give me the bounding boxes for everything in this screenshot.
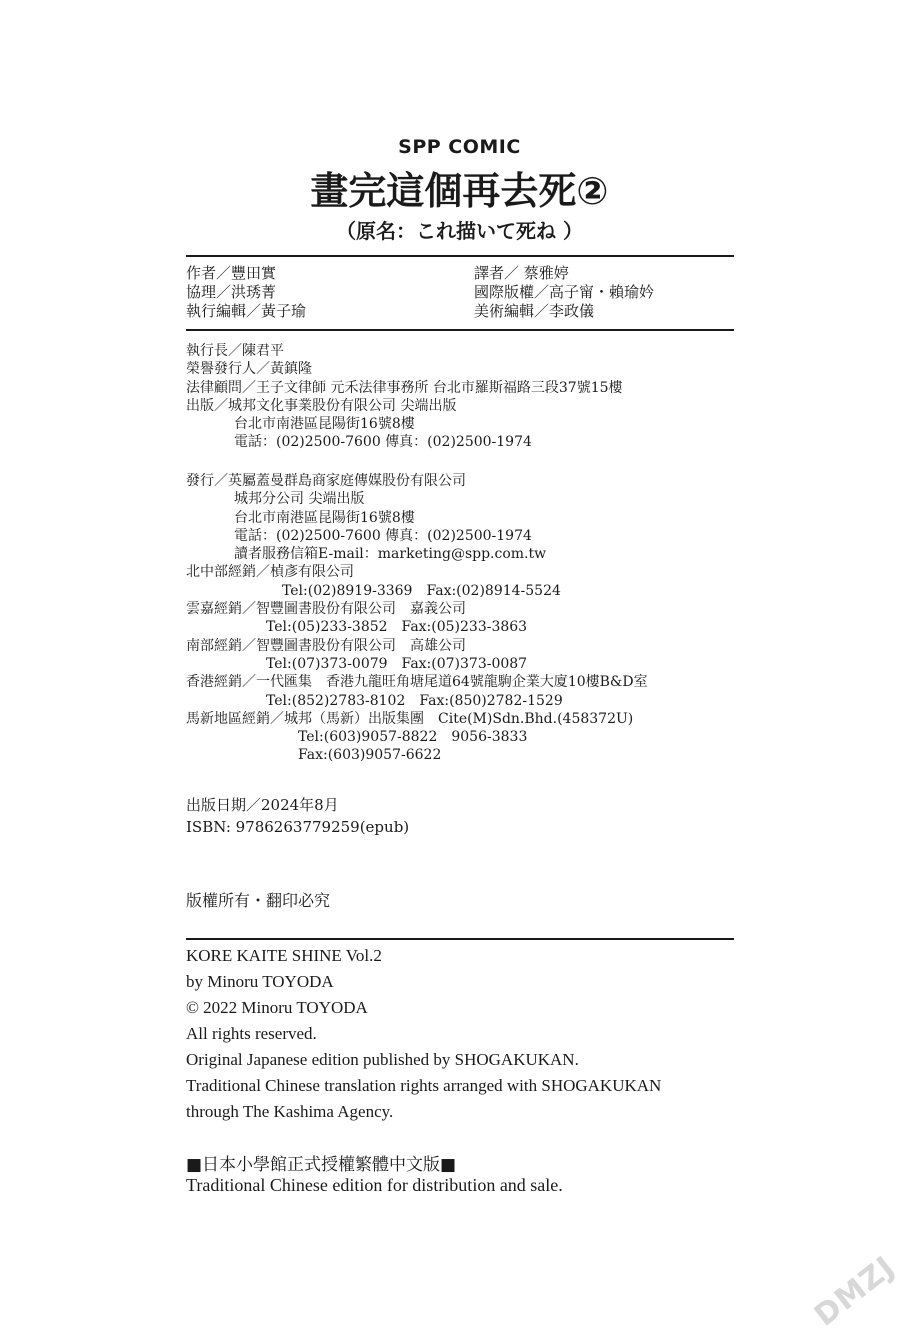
distribution-line: 城邦分公司 尖端出版 [234, 491, 365, 508]
distribution-line: Fax:(603)9057-6622 [298, 747, 442, 764]
credits-right [474, 264, 654, 321]
distribution-line: 發行／英屬蓋曼群島商家庭傳媒股份有限公司 [186, 473, 466, 489]
watermark-text: DMZJ [808, 1249, 903, 1334]
english-line: Traditional Chinese translation rights arranged with SHOGAKUKAN [186, 1076, 662, 1095]
bottom-rule [186, 938, 734, 940]
book-title: 畫完這個再去死② [310, 169, 609, 213]
english-line: KORE KAITE SHINE Vol.2 [186, 946, 382, 965]
english-block [186, 943, 661, 1125]
publisher-line: 法律顧問／王子文律師 元禾法律事務所 台北市羅斯福路三段37號15樓 [186, 379, 623, 396]
watermark-logo [808, 1249, 902, 1333]
publisher-line: 出版／城邦文化事業股份有限公司 尖端出版 [186, 397, 457, 414]
distribution-line: Tel:(603)9057-8822 9056-3833 [298, 729, 528, 746]
distribution-line: 馬新地區經銷／城邦（馬新）出版集團 Cite(M)Sdn.Bhd.(458372U) [186, 710, 634, 727]
credit-art-editor: 美術編輯／李政儀 [474, 302, 595, 320]
publisher-line: 台北市南港區昆陽街16號8樓 [234, 416, 415, 433]
distribution-line: 電話：(02)2500-7600 傳真：(02)2500-1974 [234, 527, 532, 544]
credit-rights: 國際版權／高子甯・賴瑜妗 [474, 283, 655, 301]
distribution-line: 讀者服務信箱E-mail：marketing@spp.com.tw [234, 546, 547, 563]
distribution-line: 北中部經銷／楨彥有限公司 [186, 564, 354, 581]
credit-editor: 執行編輯／黃子瑜 [186, 302, 307, 320]
license-cn: ■日本小學館正式授權繁體中文版■ [186, 1155, 457, 1175]
distribution-line: Tel:(07)373-0079 Fax:(07)373-0087 [266, 655, 528, 672]
credits-left [186, 264, 306, 321]
english-line: through The Kashima Agency. [186, 1102, 394, 1121]
publisher-line: 執行長／陳君平 [186, 343, 284, 359]
publisher-line: 榮譽發行人／黃鎮隆 [186, 361, 312, 378]
distribution-line: 雲嘉經銷／智豐圖書股份有限公司 嘉義公司 [186, 601, 466, 618]
distribution-line: Tel:(852)2783-8102 Fax:(850)2782-1529 [266, 692, 563, 709]
distribution-line: Tel:(02)8919-3369 Fax:(02)8914-5524 [282, 582, 561, 599]
english-line: Original Japanese edition published by SHOGAKUKAN. [186, 1050, 579, 1069]
english-line: All rights reserved. [186, 1024, 317, 1043]
english-line: © 2022 Minoru TOYODA [186, 998, 368, 1017]
distribution-line: Tel:(05)233-3852 Fax:(05)233-3863 [266, 619, 528, 636]
isbn: ISBN: 9786263779259(epub) [186, 818, 410, 836]
credit-manager: 協理／洪琇菁 [186, 283, 277, 301]
mid-rule [186, 329, 734, 331]
distribution-line: 台北市南港區昆陽街16號8樓 [234, 509, 415, 526]
english-line: by Minoru TOYODA [186, 972, 334, 991]
publisher-block [186, 342, 623, 452]
pub-info [186, 794, 409, 838]
publication-date: 出版日期／2024年8月 [186, 796, 339, 814]
distribution-line: 香港經銷／一代匯集 香港九龍旺角塘尾道64號龍駒企業大廈10樓B&D室 [186, 674, 648, 691]
distribution-line: 南部經銷／智豐圖書股份有限公司 高雄公司 [186, 637, 466, 654]
series-label: SPP COMIC [398, 136, 521, 158]
publisher-line: 電話：(02)2500-7600 傳真：(02)2500-1974 [234, 434, 532, 451]
rights-notice: 版權所有・翻印必究 [186, 891, 331, 910]
distribution-block [186, 472, 648, 765]
original-title: （原名：これ描いて死ね ） [336, 219, 583, 243]
top-rule [186, 255, 734, 257]
credit-author: 作者／豐田實 [186, 264, 277, 282]
credit-translator: 譯者／ 蔡雅婷 [474, 264, 569, 282]
license-en: Traditional Chinese edition for distribution and sale. [186, 1175, 563, 1195]
